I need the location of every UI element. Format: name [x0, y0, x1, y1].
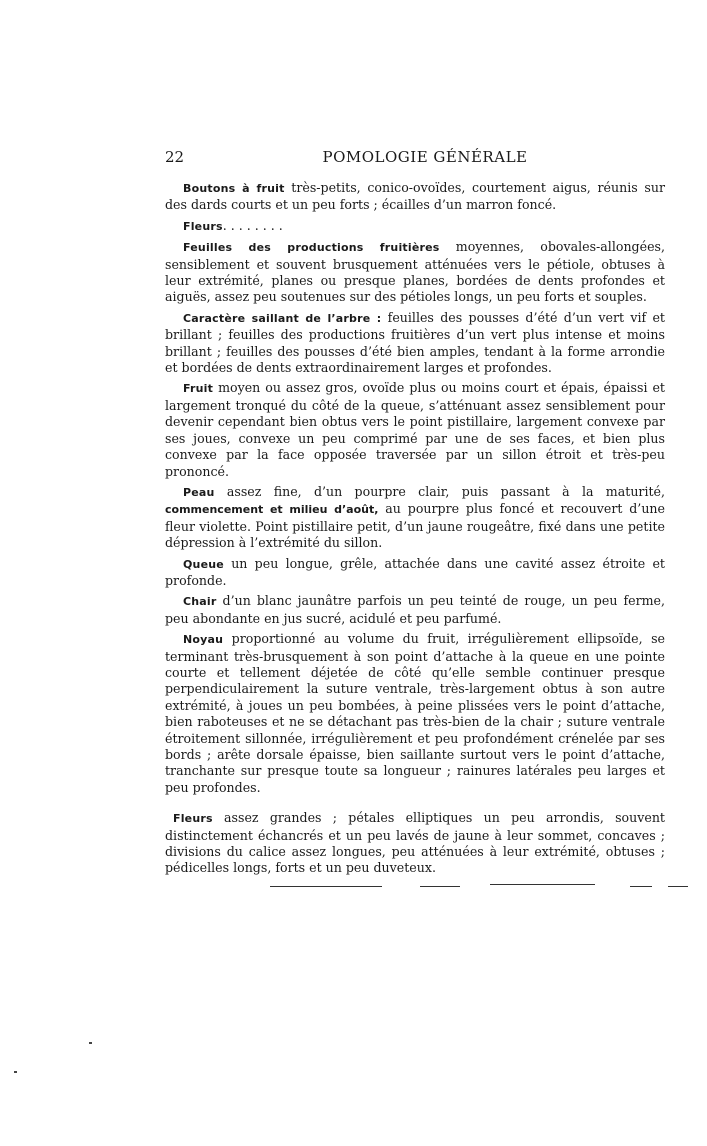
paragraph-feuilles	[165, 239, 665, 306]
paragraph-lead: Fleurs	[183, 219, 223, 233]
print-rule	[490, 884, 595, 885]
paragraph-lead: Chair	[183, 595, 217, 609]
paragraph-fleurs-empty	[165, 218, 665, 235]
paragraph-text: moyennes, obovales-allongées, sensiblement et souvent brusquement atténuées vers le pétiole, obtuses à leur extrémité, planes ou presque planes, bordées de dents profondes et aiguës, assez peu soutenues sur des pétioles longs, un peu forts et souples.	[165, 239, 665, 305]
scan-mark	[14, 1071, 17, 1073]
paragraph-lead: Boutons à fruit	[183, 182, 285, 195]
paragraph-noyau	[165, 631, 665, 796]
print-rule	[420, 886, 460, 887]
paragraph-text: au pourpre plus foncé et recouvert d’une fleur violette. Point pistillaire petit, d’un jaune rougeâtre, fixé dans une petite dépression à l’extrémité du sillon.	[165, 501, 665, 551]
print-rule	[668, 886, 688, 887]
page-number: 22	[165, 148, 185, 166]
paragraph-caractere	[165, 310, 665, 377]
paragraph-text: d’un blanc jaunâtre parfois un peu teinté de rouge, un peu ferme, peu abondante en jus sucré, acidulé et peu parfumé.	[165, 593, 665, 626]
paragraph-text: feuilles des pousses d’été d’un vert vif et brillant ; feuilles des productions fruitières d’un vert plus intense et moins brillant ; feuilles des pousses d’été bien amples, tendant à la forme arrondie et bordées de dents extraordinairement larges et profondes.	[165, 309, 665, 376]
scan-mark	[89, 1042, 92, 1044]
paragraph-lead: Queue	[183, 557, 224, 571]
paragraph-boutons	[165, 180, 665, 214]
paragraph-text: assez grandes ; pétales elliptiques un peu arrondis, souvent distinctement échancrés et un peu lavés de jaune à leur sommet, concaves ; divisions du calice assez longues, peu atténuées à leur extrémité, obtuses ; pédicelles longs, forts et un peu duveteux.	[165, 810, 665, 876]
paragraph-text: très-petits, conico-ovoïdes, courtement aigus, réunis sur des dards courts et un peu forts ; écailles d’un marron foncé.	[165, 180, 666, 213]
paragraph-lead: Fruit	[183, 382, 214, 396]
paragraph-text: proportionné au volume du fruit, irrégulièrement ellipsoïde, se terminant très-brusquement à son point d’attache à la queue en une pointe courte et tellement déjetée de côté qu’elle semble continuer presque perpendiculairement la suture ventrale, très-largement obtus à son autre extrémité, à joues un peu bombées, à peine plissées vers le point d’attache, bien raboteuses et ne se détachant pas très-bien de la chair ; suture ventrale étroitement sillonnée, irrégulièrement et peu profondément crénelée par ses bords ; arête dorsale épaisse, bien saillante surtout vers le point d’attache, tranchante sur presque toute sa longueur ; rainures latérales peu larges et peu profondes.	[165, 631, 665, 795]
paragraph-fleurs	[165, 810, 665, 877]
paragraph-lead: Peau	[183, 485, 215, 499]
paragraph-text: . . . . . . . .	[222, 217, 283, 233]
paragraph-lead: Feuilles des productions fruitières	[183, 241, 440, 255]
paragraph-lead: Noyau	[183, 633, 224, 647]
running-header	[165, 148, 665, 168]
paragraph-text: un peu longue, grêle, attachée dans une cavité assez étroite et profonde.	[165, 555, 665, 588]
print-rule	[630, 886, 652, 887]
paragraph-emphasis: commencement et milieu d’août,	[165, 503, 379, 517]
page-title: POMOLOGIE GÉNÉRALE	[322, 148, 528, 166]
paragraph-text: assez fine, d’un pourpre clair, puis passant à la maturité,	[214, 483, 665, 499]
print-rule	[270, 886, 382, 887]
paragraph-peau	[165, 484, 665, 552]
paragraph-queue	[165, 556, 665, 590]
paragraph-chair	[165, 593, 665, 627]
paragraph-fruit	[165, 380, 665, 479]
paragraph-lead: Fleurs	[173, 812, 213, 826]
paragraph-text: moyen ou assez gros, ovoïde plus ou moins court et épais, épaissi et largement tronqué du côté de la queue, s’atténuant assez sensiblement pour devenir cependant bien obtus vers le point pistillaire, largement convexe par ses joues, convexe un peu comprimé par une de ses faces, et bien plus convexe par la face opposée traversée par un sillon étroit et très-peu prononcé.	[165, 380, 665, 479]
body-text	[165, 180, 665, 881]
paragraph-lead: Caractère saillant de l’arbre :	[183, 311, 382, 325]
